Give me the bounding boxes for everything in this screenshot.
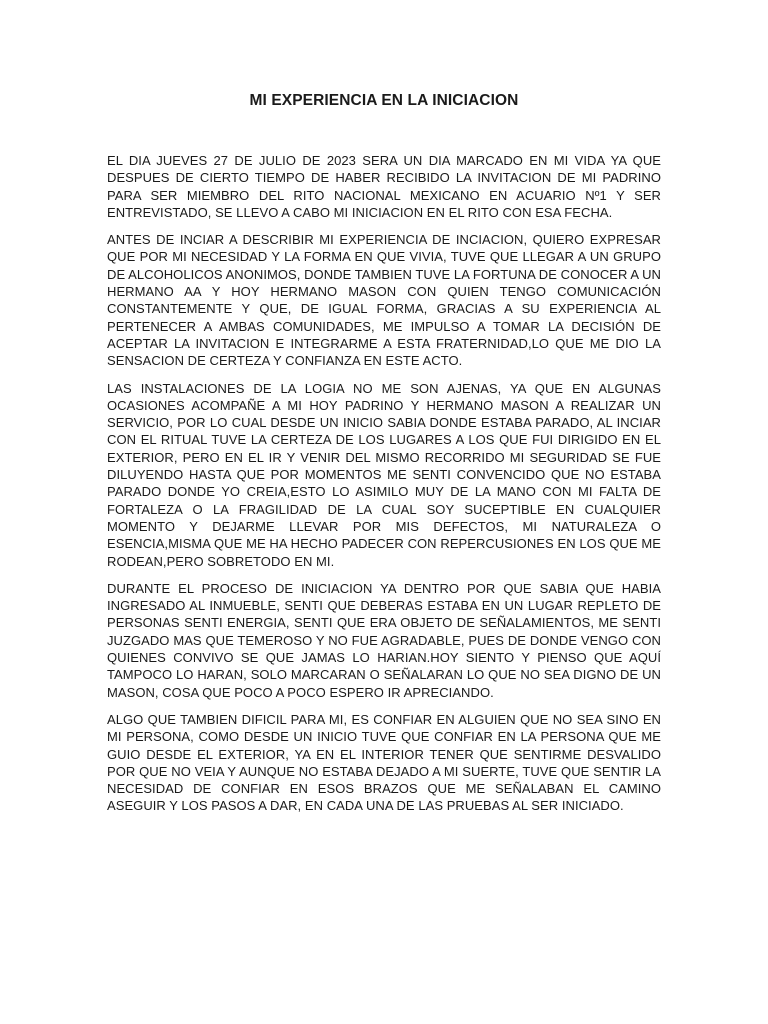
paragraph-3: LAS INSTALACIONES DE LA LOGIA NO ME SON AJENAS, YA QUE EN ALGUNAS OCASIONES ACOMPAÑE A MI HOY PADRINO Y HERMANO MASON A REALIZAR UN SERVICIO, POR LO CUAL DESDE UN INICIO SABIA DONDE ESTABA PARADO, AL INCIAR CON EL RITUAL TUVE LA CERTEZA DE LOS LUGARES A LOS QUE FUI DIRIGIDO EN EL EXTERIOR, PERO EN EL IR Y VENIR DEL MISMO RECORRIDO MI SEGURIDAD SE FUE DILUYENDO HASTA QUE POR MOMENTOS ME SENTI CONVENCIDO QUE NO ESTABA PARADO DONDE YO CREIA,ESTO LO ASIMILO MUY DE LA MANO CON MI FALTA DE FORTALEZA O LA FRAGILIDAD DE LA CUAL SOY SUCEPTIBLE EN CUALQUIER MOMENTO Y DEJARME LLEVAR POR MIS DEFECTOS, MI NATURALEZA O ESENCIA,MISMA QUE ME HA HECHO PADECER CON REPERCUSIONES EN LOS QUE ME RODEAN,PERO SOBRETODO EN MI. <box>107 380 661 569</box>
paragraph-2: ANTES DE INCIAR A DESCRIBIR MI EXPERIENCIA DE INCIACION, QUIERO EXPRESAR QUE POR MI NECESIDAD Y LA FORMA EN QUE VIVIA, TUVE QUE LLEGAR A UN GRUPO DE ALCOHOLICOS ANONIMOS, DONDE TAMBIEN TUVE LA FORTUNA DE CONOCER A UN HERMANO AA Y HOY HERMANO MASON CON QUIEN TENGO COMUNICACIÓN CONSTANTEMENTE Y QUE, DE IGUAL FORMA, GRACIAS A SU EXPERIENCIA AL PERTENECER A AMBAS COMUNIDADES, ME IMPULSO A TOMAR LA DECISIÓN DE ACEPTAR LA INVITACION E INTEGRARME A ESTA FRATERNIDAD,LO QUE ME DIO LA SENSACION DE CERTEZA Y CONFIANZA EN ESTE ACTO. <box>107 232 661 369</box>
paragraph-5: ALGO QUE TAMBIEN DIFICIL PARA MI, ES CONFIAR EN ALGUIEN QUE NO SEA SINO EN MI PERSONA, COMO DESDE UN INICIO TUVE QUE CONFIAR EN LA PERSONA QUE ME GUIO DESDE EL EXTERIOR, YA EN EL INTERIOR TENER QUE SENTIRME DESVALIDO POR QUE NO VEIA Y AUNQUE NO ESTABA DEJADO A MI SUERTE, TUVE QUE SENTIR LA NECESIDAD DE CONFIAR EN ESOS BRAZOS QUE ME SEÑALABAN EL CAMINO ASEGUIR Y LOS PASOS A DAR, EN CADA UNA DE LAS PRUEBAS AL SER INICIADO. <box>107 711 661 814</box>
paragraph-1: EL DIA JUEVES 27 DE JULIO DE 2023 SERA UN DIA MARCADO EN MI VIDA YA QUE DESPUES DE CIERTO TIEMPO DE HABER RECIBIDO LA INVITACION DE MI PADRINO PARA SER MIEMBRO DEL RITO NACIONAL MEXICANO EN ACUARIO Nº1 Y SER ENTREVISTADO, SE LLEVO A CABO MI INICIACION EN EL RITO CON ESA FECHA. <box>107 153 661 220</box>
page-title: MI EXPERIENCIA EN LA INICIACION <box>249 92 519 109</box>
paragraph-4: DURANTE EL PROCESO DE INICIACION YA DENTRO POR QUE SABIA QUE HABIA INGRESADO AL INMUEBLE, SENTI QUE DEBERAS ESTABA EN UN LUGAR REPLETO DE PERSONAS SENTI ENERGIA, SENTI QUE ERA OBJETO DE SEÑALAMIENTOS, ME SENTI JUZGADO MAS QUE TEMEROSO Y NO FUE AGRADABLE, PUES DE DONDE VENGO CON QUIENES CONVIVO SE QUE JAMAS LO HARIAN.HOY SIENTO Y PIENSO QUE AQUÍ TAMPOCO LO HARAN, SOLO MARCARAN O SEÑALARAN LO QUE NO SEA DIGNO DE UN MASON, COSA QUE POCO A POCO ESPERO IR APRECIANDO. <box>107 580 661 700</box>
document-body <box>107 152 661 825</box>
